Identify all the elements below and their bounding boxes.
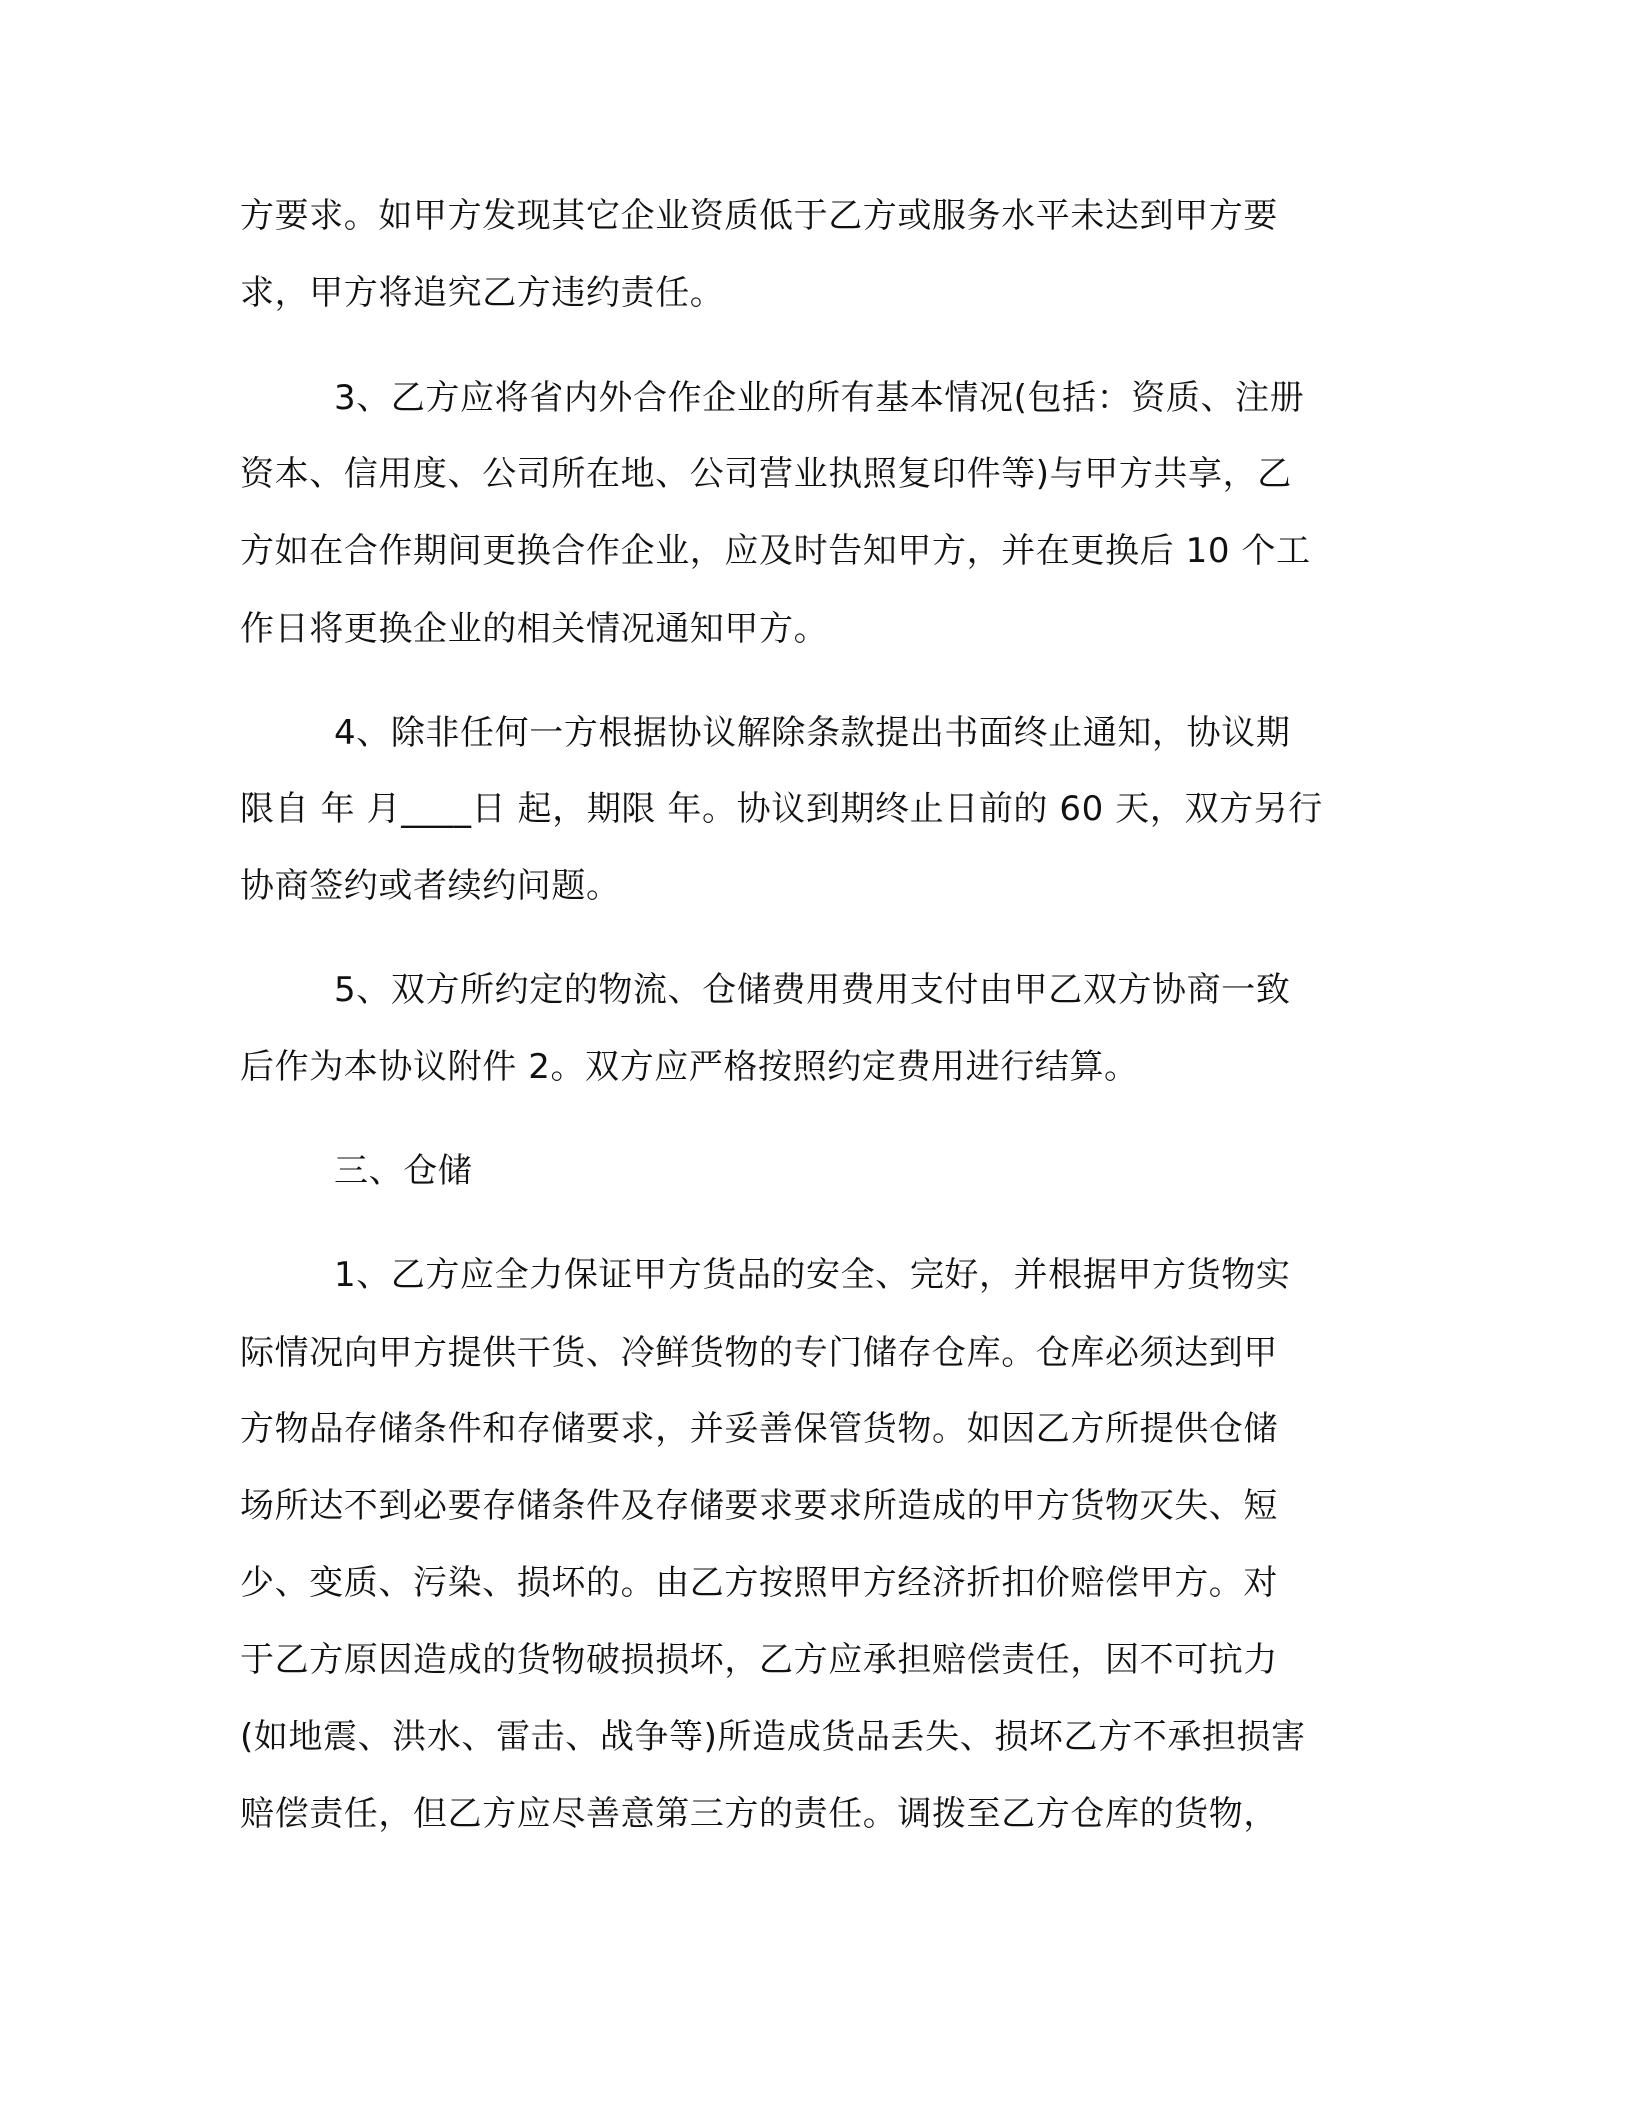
text-line: 际情况向甲方提供干货、冷鲜货物的专门储存仓库。仓库必须达到甲	[240, 1333, 1278, 1373]
text-line: 方物品存储条件和存储要求，并妥善保管货物。如因乙方所提供仓储	[240, 1409, 1278, 1449]
text-line: 求，甲方将追究乙方违约责任。	[240, 273, 725, 313]
text-line: 少、变质、污染、损坏的。由乙方按照甲方经济折扣价赔偿甲方。对	[240, 1563, 1278, 1603]
text-line: (如地震、洪水、雷击、战争等)所造成货品丢失、损坏乙方不承担损害	[240, 1717, 1306, 1757]
text-line: 场所达不到必要存储条件及存储要求要求所造成的甲方货物灭失、短	[240, 1486, 1278, 1526]
paragraph-item-4: 4、除非任何一方根据协议解除条款提出书面终止通知，协议期	[334, 713, 1291, 753]
paragraph-item-3: 3、乙方应将省内外合作企业的所有基本情况(包括：资质、注册	[334, 378, 1305, 418]
text-line: 方要求。如甲方发现其它企业资质低于乙方或服务水平未达到甲方要	[240, 196, 1278, 236]
text-line: 后作为本协议附件 2。双方应严格按照约定费用进行结算。	[240, 1047, 1139, 1087]
text-line: 资本、信用度、公司所在地、公司营业执照复印件等)与甲方共享，乙	[240, 454, 1292, 494]
text-line: 方如在合作期间更换合作企业，应及时告知甲方，并在更换后 10 个工	[240, 531, 1311, 571]
text-line: 协商签约或者续约问题。	[240, 866, 621, 906]
text-line: 于乙方原因造成的货物破损损坏，乙方应承担赔偿责任，因不可抗力	[240, 1640, 1278, 1680]
text-line: 限自 年 月____日 起，期限 年。协议到期终止日前的 60 天，双方另行	[240, 789, 1323, 829]
paragraph-storage-1: 1、乙方应全力保证甲方货品的安全、完好，并根据甲方货物实	[334, 1255, 1291, 1295]
paragraph-item-5: 5、双方所约定的物流、仓储费用费用支付由甲乙双方协商一致	[334, 970, 1291, 1010]
text-line: 作日将更换企业的相关情况通知甲方。	[240, 609, 829, 649]
text-line: 赔偿责任，但乙方应尽善意第三方的责任。调拨至乙方仓库的货物，	[240, 1794, 1278, 1834]
section-heading-storage: 三、仓储	[334, 1151, 473, 1191]
